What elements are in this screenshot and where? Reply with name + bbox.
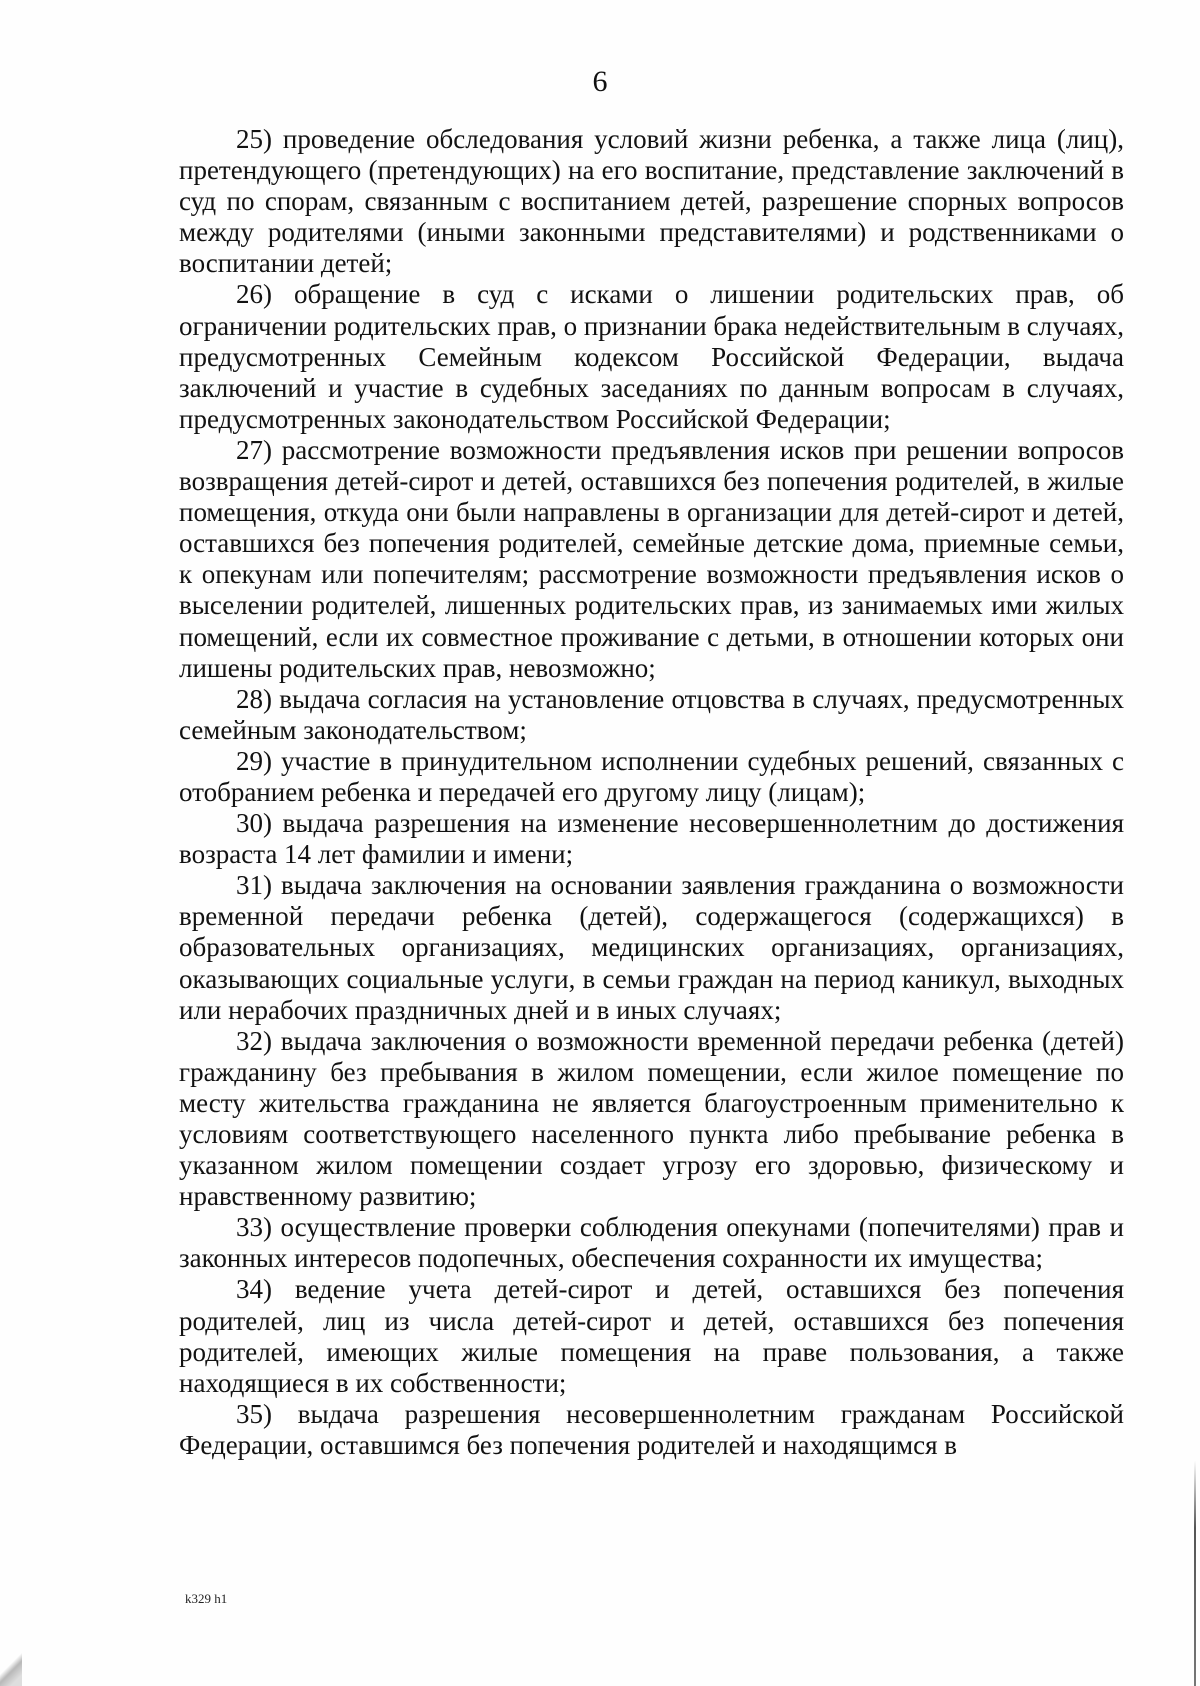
list-item-32: 32) выдача заключения о возможности временной передачи ребенка (детей) гражданину без пребывания в жилом помещении, если жилое помещение по месту жительства гражданина не является благоустроенным применительно к условиям соответствующего населенного пункта либо пребывание ребенка в указанном жилом помещении создает угрозу его здоровью, физическому и нравственному развитию; bbox=[179, 1025, 1124, 1212]
scan-corner-artifact bbox=[0, 1652, 22, 1686]
list-item-27: 27) рассмотрение возможности предъявления исков при решении вопросов возвращения детей-сирот и детей, оставшихся без попечения родителей, в жилые помещения, откуда они были направлены в организации для детей-сирот и детей, оставшихся без попечения родителей, семейные детские дома, приемные семьи, к опекунам или попечителям; рассмотрение возможности предъявления исков о выселении родителей, лишенных родительских прав, из занимаемых ими жилых помещений, если их совместное проживание с детьми, в отношении которых они лишены родительских прав, невозможно; bbox=[179, 434, 1124, 683]
list-item-35: 35) выдача разрешения несовершеннолетним гражданам Российской Федерации, оставшимся без попечения родителей и находящимся в bbox=[179, 1398, 1124, 1460]
scan-edge-artifact bbox=[1194, 1460, 1196, 1686]
list-item-25: 25) проведение обследования условий жизни ребенка, а также лица (лиц), претендующего (претендующих) на его воспитание, представление заключений в суд по спорам, связанным с воспитанием детей, разрешение спорных вопросов между родителями (иными законными представителями) и родственниками о воспитании детей; bbox=[179, 124, 1124, 279]
list-item-30: 30) выдача разрешения на изменение несовершеннолетним до достижения возраста 14 лет фамилии и имени; bbox=[179, 808, 1124, 870]
list-item-33: 33) осуществление проверки соблюдения опекунами (попечителями) прав и законных интересов подопечных, обеспечения сохранности их имущества; bbox=[179, 1212, 1124, 1274]
list-item-26: 26) обращение в суд с исками о лишении родительских прав, об ограничении родительских прав, о признании брака недействительным в случаях, предусмотренных Семейным кодексом Российской Федерации, выдача заключений и участие в судебных заседаниях по данным вопросам в случаях, предусмотренных законодательством Российской Федерации; bbox=[179, 279, 1124, 434]
document-body bbox=[179, 124, 1124, 1461]
footer-document-code: k329 h1 bbox=[185, 1591, 228, 1606]
page-number: 6 bbox=[592, 65, 608, 98]
list-item-29: 29) участие в принудительном исполнении судебных решений, связанных с отобранием ребенка и передачей его другому лицу (лицам); bbox=[179, 745, 1124, 807]
list-item-31: 31) выдача заключения на основании заявления гражданина о возможности временной передачи ребенка (детей), содержащегося (содержащихся) в образовательных организациях, медицинских организациях, организациях, оказывающих социальные услуги, в семьи граждан на период каникул, выходных или нерабочих праздничных дней и в иных случаях; bbox=[179, 870, 1124, 1025]
list-item-28: 28) выдача согласия на установление отцовства в случаях, предусмотренных семейным законодательством; bbox=[179, 683, 1124, 745]
list-item-34: 34) ведение учета детей-сирот и детей, оставшихся без попечения родителей, лиц из числа детей-сирот и детей, оставшихся без попечения родителей, имеющих жилые помещения на праве пользования, а также находящиеся в их собственности; bbox=[179, 1274, 1124, 1398]
